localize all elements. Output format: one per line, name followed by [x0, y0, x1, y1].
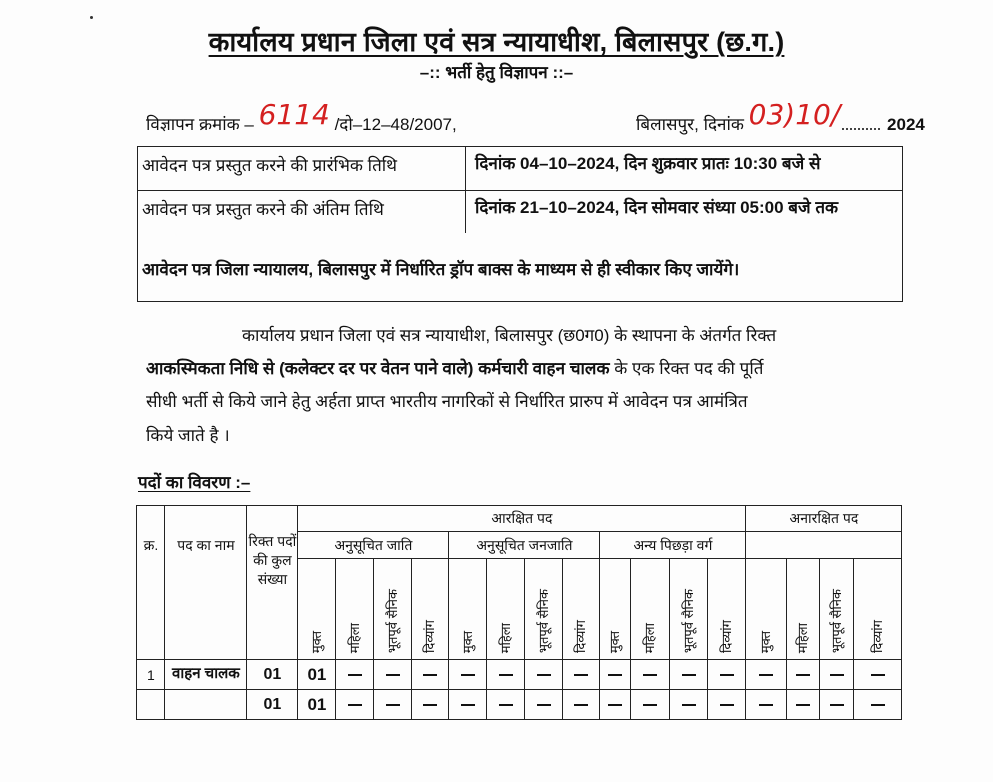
post-description-bold: आकस्मिकता निधि से (कलेक्टर दर पर वेतन पाने वाले) कर्मचारी वाहन चालक	[146, 359, 610, 378]
row1-dash	[373, 659, 412, 690]
row1-dash	[707, 659, 746, 690]
adv-number-label: विज्ञापन क्रमांक –	[146, 115, 254, 134]
header-st: अनुसूचित जनजाति	[448, 531, 600, 559]
header-serial: क्र.	[136, 505, 165, 660]
subheader-st-exservice: भूतपूर्व सैनिक	[524, 558, 563, 660]
body-line-2	[146, 353, 916, 385]
row1-dash	[786, 659, 820, 690]
start-date-row	[138, 147, 902, 191]
end-date-row	[138, 191, 902, 233]
row2-dash	[745, 689, 787, 720]
subheader-sc-exservice: भूतपूर्व सैनिक	[373, 558, 412, 660]
end-date-label: आवेदन पत्र प्रस्तुत करने की अंतिम तिथि	[142, 200, 384, 219]
body-line-4: किये जाते है ।	[146, 426, 230, 445]
row1-sc-open: 01	[297, 659, 336, 690]
row2-dash	[486, 689, 525, 720]
row1-serial: 1	[136, 659, 165, 690]
row1-dash	[599, 659, 631, 690]
row1-dash	[448, 659, 487, 690]
header-post-name: पद का नाम	[164, 505, 247, 660]
drop-box-note: आवेदन पत्र जिला न्यायालय, बिलासपुर में निर्धारित ड्रॉप बाक्स के माध्यम से ही स्वीकार किए जायेंगे।	[142, 260, 740, 279]
row1-dash	[669, 659, 708, 690]
row1-dash	[853, 659, 902, 690]
header-unreserved: अनारक्षित पद	[745, 505, 902, 532]
row2-dash	[630, 689, 670, 720]
header-sc: अनुसूचित जाति	[297, 531, 449, 559]
handwritten-month: 10	[795, 98, 831, 131]
end-date-value: दिनांक 21–10–2024, दिन सोमवार संध्या 05:00 बजे तक	[475, 198, 839, 217]
row1-dash	[524, 659, 563, 690]
body-line-3: सीधी भर्ती से किये जाने हेतु अर्हता प्राप्त भारतीय नागरिकों से निर्धारित प्रारुप में आवेदन पत्र आमंत्रित	[146, 392, 748, 411]
row2-dash	[448, 689, 487, 720]
row2-dash	[707, 689, 746, 720]
row1-dash	[486, 659, 525, 690]
subheader-st-open: मुक्त	[448, 558, 487, 660]
row2-dash	[669, 689, 708, 720]
row2-post-name	[164, 689, 247, 720]
adv-number-suffix: /दो–12–48/2007,	[334, 115, 457, 134]
subheader-obc-open: मुक्त	[599, 558, 631, 660]
start-date-label: आवेदन पत्र प्रस्तुत करने की प्रारंभिक तिथि	[142, 156, 398, 175]
row1-dash	[411, 659, 449, 690]
row2-dash	[562, 689, 600, 720]
scan-speck	[90, 16, 93, 19]
subheader-obc-disabled: दिव्यांग	[707, 558, 746, 660]
office-title: कार्यालय प्रधान जिला एवं सत्र न्यायाधीश, बिलासपुर (छ.ग.)	[208, 27, 785, 57]
subheader-ur-women: महिला	[786, 558, 820, 660]
dotted-line	[842, 128, 880, 130]
subheader-st-women: महिला	[486, 558, 525, 660]
posts-section-heading: पदों का विवरण :–	[138, 473, 251, 492]
year: 2024	[887, 115, 925, 134]
row2-serial	[136, 689, 165, 720]
row2-sc-open: 01	[297, 689, 336, 720]
handwritten-adv-number: 6114	[258, 98, 330, 131]
row2-dash	[853, 689, 902, 720]
handwritten-day: 03	[748, 98, 785, 131]
header-obc: अन्य पिछड़ा वर्ग	[599, 531, 746, 559]
row2-dash	[819, 689, 854, 720]
subheader-st-disabled: दिव्यांग	[562, 558, 600, 660]
header-total-posts: रिक्त पदों की कुल संख्या	[246, 505, 298, 660]
place-date: बिलासपुर, दिनांक 03)10/ 2024	[636, 98, 925, 134]
subheader-ur-disabled: दिव्यांग	[853, 558, 902, 660]
subheader-sc-women: महिला	[335, 558, 374, 660]
row1-total: 01	[246, 659, 298, 690]
row1-dash	[630, 659, 670, 690]
posts-table	[137, 506, 903, 721]
place-date-label: बिलासपुर, दिनांक	[636, 115, 744, 134]
subheader-sc-open: मुक्त	[297, 558, 336, 660]
application-dates-box	[137, 146, 903, 302]
row2-dash	[786, 689, 820, 720]
post-description-rest: के एक रिक्त पद की पूर्ति	[609, 359, 764, 378]
header-reserved: आरक्षित पद	[297, 505, 746, 532]
advertisement-subtitle: –:: भर्ती हेतु विज्ञापन ::–	[419, 63, 574, 82]
row2-dash	[335, 689, 374, 720]
row2-dash	[373, 689, 412, 720]
subheader-obc-women: महिला	[630, 558, 670, 660]
advertisement-number	[146, 98, 457, 137]
row1-dash	[745, 659, 787, 690]
start-date-value: दिनांक 04–10–2024, दिन शुक्रवार प्रातः 10:30 बजे से	[475, 154, 821, 173]
row1-dash	[819, 659, 854, 690]
row2-total: 01	[246, 689, 298, 720]
row2-dash	[524, 689, 563, 720]
body-line-1: कार्यालय प्रधान जिला एवं सत्र न्यायाधीश, बिलासपुर (छ0ग0) के स्थापना के अंतर्गत रिक्त	[242, 326, 777, 345]
subheader-ur-open: मुक्त	[745, 558, 787, 660]
row2-dash	[411, 689, 449, 720]
row1-dash	[335, 659, 374, 690]
row1-dash	[562, 659, 600, 690]
subheader-obc-exservice: भूतपूर्व सैनिक	[669, 558, 708, 660]
row2-dash	[599, 689, 631, 720]
row1-post-name: वाहन चालक	[164, 659, 247, 690]
subheader-ur-exservice: भूतपूर्व सैनिक	[819, 558, 854, 660]
subheader-sc-disabled: दिव्यांग	[411, 558, 449, 660]
header-unreserved-blank	[745, 531, 902, 559]
